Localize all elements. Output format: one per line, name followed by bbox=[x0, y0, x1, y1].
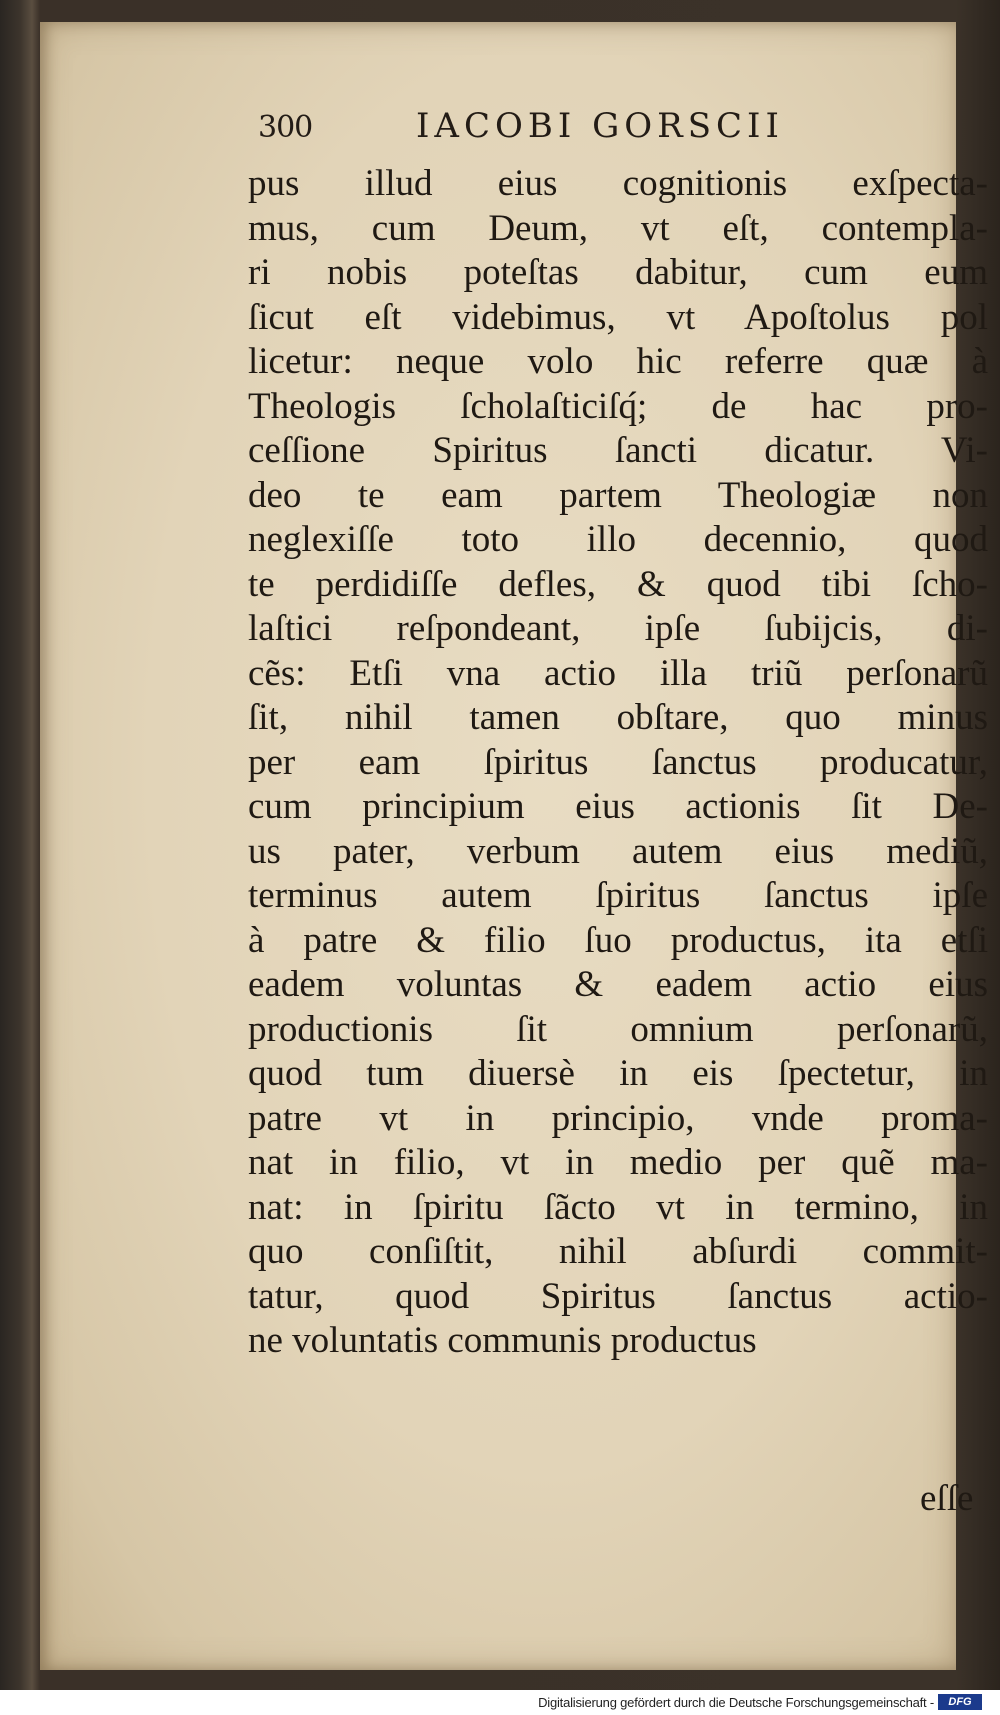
text-line: us pater, verbum autem eius mediũ, bbox=[248, 830, 988, 872]
text-line: ceſſione Spiritus ſancti dicatur. Vi- bbox=[248, 430, 988, 471]
text-line: à patre & filio ſuo productus, ita etſi bbox=[248, 919, 988, 961]
page-number: 300 bbox=[258, 110, 313, 145]
text-line: deo te eam partem Theologiæ non bbox=[248, 474, 988, 516]
text-line: licetur: neque volo hic referre quæ à bbox=[248, 341, 988, 382]
text-line: neglexiſſe toto illo decennio, quod bbox=[248, 519, 988, 560]
running-head: IACOBI GORSCII bbox=[416, 106, 784, 146]
text-line: ſicut eſt videbimus, vt Apoſtolus pol bbox=[248, 296, 988, 338]
text-line: quo conſiſtit, nihil abſurdi commit- bbox=[248, 1231, 988, 1272]
dfg-logo: DFG bbox=[938, 1694, 982, 1710]
book-page bbox=[40, 22, 988, 1670]
catchword: eſſe bbox=[920, 1478, 974, 1519]
text-line: laſtici reſpondeant, ipſe ſubijcis, di- bbox=[248, 608, 988, 649]
text-line: patre vt in principio, vnde proma- bbox=[248, 1097, 988, 1139]
text-line: quod tum diuersè in eis ſpectetur, in bbox=[248, 1053, 988, 1094]
text-line: ne voluntatis communis productus bbox=[248, 1320, 757, 1361]
text-line: eadem voluntas & eadem actio eius bbox=[248, 964, 988, 1005]
text-line: pus illud eius cognitionis exſpecta- bbox=[248, 163, 988, 204]
text-line: tatur, quod Spiritus ſanctus actio- bbox=[248, 1275, 988, 1317]
digitization-credit: Digitalisierung gefördert durch die Deutsche Forschungsgemeinschaft - bbox=[538, 1695, 934, 1710]
text-line: nat: in ſpiritu ſãcto vt in termino, in bbox=[248, 1186, 988, 1228]
text-line: cẽs: Etſi vna actio illa triũ perſonarũ bbox=[248, 652, 988, 694]
text-line: cum principium eius actionis ſit De- bbox=[248, 786, 988, 827]
text-line: ſit, nihil tamen obſtare, quo minus bbox=[248, 697, 988, 738]
text-line: productionis ſit omnium perſonarũ, bbox=[248, 1008, 988, 1050]
text-line: te perdidiſſe defles, & quod tibi ſcho- bbox=[248, 563, 988, 605]
text-line: Theologis ſcholaſticiſq́; de hac pro- bbox=[248, 385, 988, 427]
text-line: terminus autem ſpiritus ſanctus ipſe bbox=[248, 875, 988, 916]
text-line: ri nobis poteſtas dabitur, cum eum bbox=[248, 252, 988, 293]
text-line: mus, cum Deum, vt eſt, contempla- bbox=[248, 207, 988, 249]
text-line: nat in filio, vt in medio per quẽ ma- bbox=[248, 1142, 988, 1183]
page-body-text bbox=[248, 162, 988, 1364]
text-line: per eam ſpiritus ſanctus producatur, bbox=[248, 741, 988, 783]
